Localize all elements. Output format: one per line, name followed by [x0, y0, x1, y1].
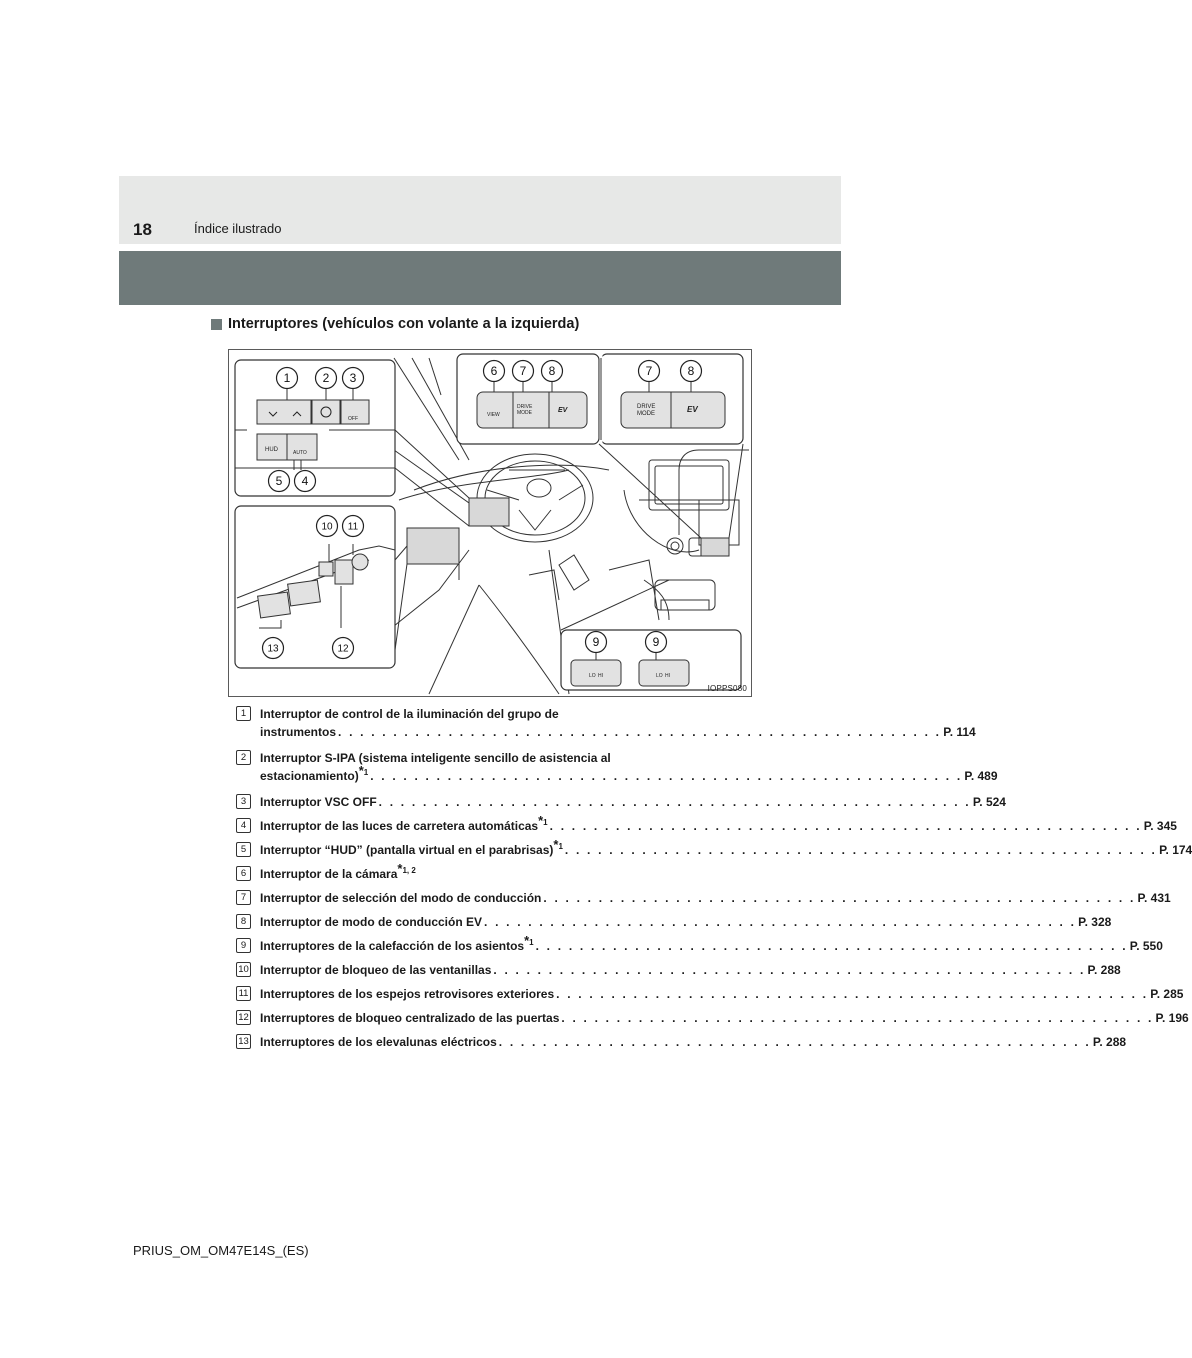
item-text: instrumentos: [260, 725, 337, 739]
hi-label-1: HI: [598, 673, 603, 679]
item-text: Interruptor de control de la iluminación del grupo de: [260, 707, 559, 721]
item-number: 11: [236, 986, 251, 1001]
callout-4: [295, 471, 316, 492]
hi-label-2: HI: [665, 673, 670, 679]
callout-10: [317, 516, 338, 537]
page-ref-link[interactable]: P. 114: [943, 725, 976, 739]
chapter-band: [119, 251, 841, 305]
callout-3: [343, 368, 364, 389]
svg-text:3: 3: [349, 371, 357, 385]
hud-label: HUD: [265, 447, 278, 453]
subheading: [211, 316, 579, 332]
dot-leader: . . . . . . . . . . . . . . . . . . . . . . . . . . . . . . . . . . . . . . . . . . . . . . . . . . . . . .: [378, 795, 971, 809]
svg-text:12: 12: [337, 643, 349, 655]
ev-label-1: EV: [558, 407, 568, 414]
page-ref-link[interactable]: P. 174: [1159, 843, 1192, 857]
item-number: 4: [236, 818, 251, 833]
svg-text:7: 7: [519, 364, 527, 378]
dot-leader: . . . . . . . . . . . . . . . . . . . . . . . . . . . . . . . . . . . . . . . . . . . . . . . . . . . . . .: [535, 939, 1128, 953]
dot-leader: . . . . . . . . . . . . . . . . . . . . . . . . . . . . . . . . . . . . . . . . . . . . . . . . . . . . . .: [564, 843, 1158, 857]
mode-label-2: MODE: [637, 411, 655, 417]
callout-6: [484, 361, 505, 382]
off-label: OFF: [348, 416, 358, 422]
callout-7b: [639, 361, 660, 382]
svg-text:10: 10: [321, 521, 333, 533]
figure-code: IOPPS080: [707, 684, 747, 693]
lo-label-2: LO: [656, 673, 663, 679]
drive-label-2: DRIVE: [637, 404, 656, 410]
mode-label-1: MODE: [517, 410, 532, 416]
page-number: 18: [133, 220, 152, 239]
callout-13: [263, 638, 284, 659]
footnote-ref: 1: [543, 818, 548, 827]
dot-leader: . . . . . . . . . . . . . . . . . . . . . . . . . . . . . . . . . . . . . . . . . . . . . . . . . . . . . .: [549, 819, 1142, 833]
svg-text:9: 9: [652, 635, 660, 649]
svg-text:9: 9: [592, 635, 600, 649]
item-number: 8: [236, 914, 251, 929]
bullet-square-icon: [211, 319, 222, 330]
svg-text:1: 1: [283, 371, 291, 385]
item-number: 13: [236, 1034, 251, 1049]
illustration-svg: [229, 350, 751, 696]
item-number: 1: [236, 706, 251, 721]
callout-2: [316, 368, 337, 389]
item-text: Interruptor de selección del modo de conducción: [260, 891, 542, 905]
item-text: Interruptor de las luces de carretera automáticas: [260, 819, 539, 833]
footnote-ref: 1: [529, 938, 534, 947]
callout-12: [333, 638, 354, 659]
dot-leader: . . . . . . . . . . . . . . . . . . . . . . . . . . . . . . . . . . . . . . . . . . . . . . . . . . . . . .: [370, 769, 963, 783]
dot-leader: . . . . . . . . . . . . . . . . . . . . . . . . . . . . . . . . . . . . . . . . . . . . . . . . . . . . . .: [556, 987, 1149, 1001]
callout-1: [277, 368, 298, 389]
page-ref-link[interactable]: P. 328: [1078, 915, 1112, 929]
footnote-ref: 1: [558, 842, 563, 851]
ev-label-2: EV: [687, 405, 698, 414]
svg-text:11: 11: [347, 521, 359, 533]
item-number: 7: [236, 890, 251, 905]
dot-leader: . . . . . . . . . . . . . . . . . . . . . . . . . . . . . . . . . . . . . . . . . . . . . . . . . . . . . .: [543, 891, 1136, 905]
svg-text:6: 6: [490, 364, 498, 378]
dot-leader: . . . . . . . . . . . . . . . . . . . . . . . . . . . . . . . . . . . . . . . . . . . . . . . . . . . . . . .: [338, 725, 942, 739]
subheading-text: Interruptores (vehículos con volante a la izquierda): [228, 316, 580, 332]
page-ref-link[interactable]: P. 489: [964, 769, 998, 783]
item-number: 6: [236, 866, 251, 881]
dot-leader: . . . . . . . . . . . . . . . . . . . . . . . . . . . . . . . . . . . . . . . . . . . . . . . . . . . . . .: [493, 963, 1086, 977]
page-ref-link[interactable]: P. 524: [972, 795, 1006, 809]
dot-leader: . . . . . . . . . . . . . . . . . . . . . . . . . . . . . . . . . . . . . . . . . . . . . . . . . . . . . .: [561, 1011, 1154, 1025]
item-text: Interruptores de bloqueo centralizado de las puertas: [260, 1011, 560, 1025]
callout-11: [343, 516, 364, 537]
svg-text:4: 4: [301, 474, 309, 488]
footnote-ref: 1, 2: [402, 866, 416, 875]
item-text: Interruptor VSC OFF: [260, 795, 377, 809]
item-number: 5: [236, 842, 251, 857]
page-ref-link[interactable]: P. 345: [1143, 819, 1177, 833]
callout-8b: [681, 361, 702, 382]
footnote-ref: 1: [363, 768, 369, 777]
item-text: Interruptor de bloqueo de las ventanillas: [260, 963, 492, 977]
svg-text:2: 2: [322, 371, 330, 385]
item-text: estacionamiento): [260, 769, 359, 783]
dot-leader: . . . . . . . . . . . . . . . . . . . . . . . . . . . . . . . . . . . . . . . . . . . . . . . . . . . . . .: [498, 1035, 1091, 1049]
item-number: 10: [236, 962, 251, 977]
section-title: Índice ilustrado: [194, 221, 282, 236]
auto-label: AUTO: [293, 450, 307, 456]
page-ref-link[interactable]: P. 288: [1087, 963, 1121, 977]
item-text: Interruptor “HUD” (pantalla virtual en el parabrisas): [260, 843, 554, 857]
page-ref-link[interactable]: P. 196: [1155, 1011, 1189, 1025]
callout-9a: [586, 632, 607, 653]
svg-text:7: 7: [645, 364, 653, 378]
svg-text:5: 5: [275, 474, 283, 488]
item-number: 9: [236, 938, 251, 953]
page-ref-link[interactable]: P. 550: [1129, 939, 1163, 953]
page-ref-link[interactable]: P. 431: [1137, 891, 1171, 905]
drive-label-1: DRIVE: [517, 404, 533, 410]
item-text: Interruptores de los espejos retrovisores exteriores: [260, 987, 555, 1001]
svg-text:13: 13: [267, 643, 279, 655]
callout-7a: [513, 361, 534, 382]
page-ref-link[interactable]: P. 285: [1150, 987, 1184, 1001]
item-text: Interruptores de la calefacción de los asientos: [260, 939, 525, 953]
callout-9b: [646, 632, 667, 653]
footer-code: PRIUS_OM_OM47E14S_(ES): [133, 1243, 309, 1258]
item-text: Interruptores de los elevalunas eléctricos: [260, 1035, 497, 1049]
svg-text:8: 8: [687, 364, 695, 378]
item-text: Interruptor de modo de conducción EV: [260, 915, 483, 929]
callout-8a: [542, 361, 563, 382]
item-text: Interruptor S-IPA (sistema inteligente sencillo de asistencia al: [260, 751, 611, 765]
switches-illustration: [228, 349, 752, 697]
item-number: 12: [236, 1010, 251, 1025]
svg-text:8: 8: [548, 364, 556, 378]
dot-leader: . . . . . . . . . . . . . . . . . . . . . . . . . . . . . . . . . . . . . . . . . . . . . . . . . . . . . .: [484, 915, 1077, 929]
view-label: VIEW: [487, 412, 500, 418]
item-text: Interruptor de la cámara: [260, 867, 398, 881]
page-ref-link[interactable]: P. 288: [1092, 1035, 1127, 1049]
item-number: 2: [236, 750, 251, 765]
item-number: 3: [236, 794, 251, 809]
callout-5: [269, 471, 290, 492]
lo-label-1: LO: [589, 673, 596, 679]
